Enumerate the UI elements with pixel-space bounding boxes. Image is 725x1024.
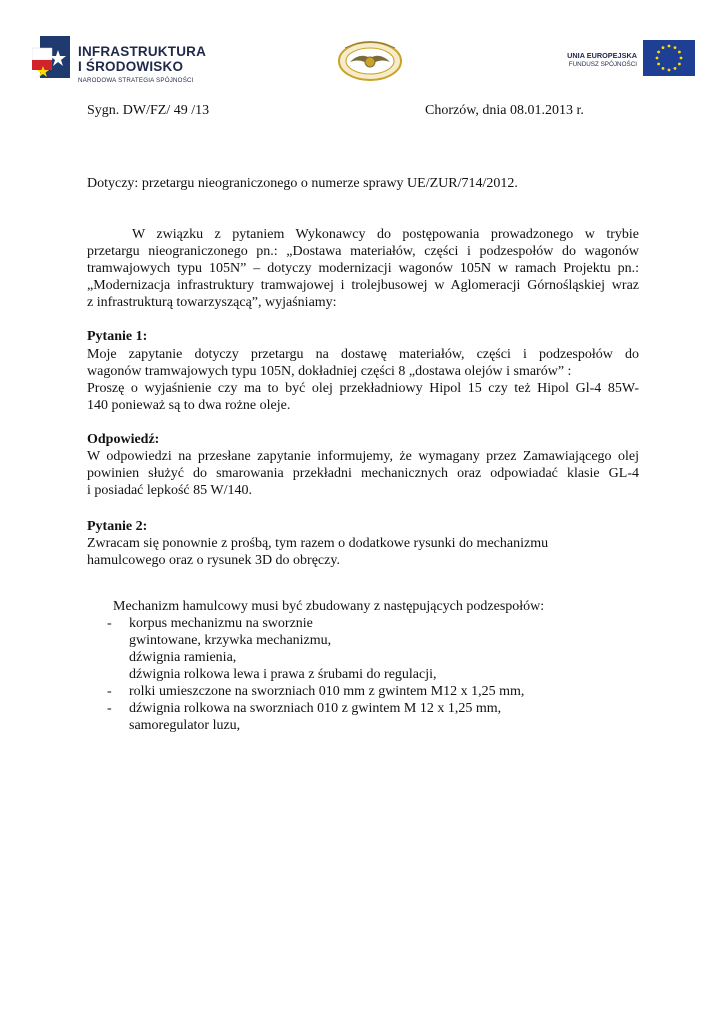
answer1-line: W odpowiedzi na przesłane zapytanie informujemy, że wymagany przez Zamawiającego olej	[87, 449, 639, 464]
eu-flag-icon	[643, 40, 695, 76]
poland-flag-star-emblem-icon	[32, 34, 72, 80]
logo-line-2: I ŚRODOWISKO	[78, 59, 184, 74]
question1-line: wagonów tramwajowych typu 105N, dokładniej części 8 „dostawa olejów i smarów” :	[87, 364, 572, 379]
reference-number: Sygn. DW/FZ/ 49 /13	[87, 103, 210, 118]
tramwaje-slaskie-logo	[336, 38, 404, 82]
question1-line: Moje zapytanie dotyczy przetargu na dostawę materiałów, części i podzespołów do	[87, 347, 639, 362]
question2-heading: Pytanie 2:	[87, 519, 148, 534]
question1-heading: Pytanie 1:	[87, 329, 148, 344]
question1-line: 140 ponieważ są to dwa rożne oleje.	[87, 398, 291, 413]
intro-line: „Modernizacja infrastruktury tramwajowej i trolejbusowej w Aglomeracji Górnośląskiej wraz	[87, 278, 639, 293]
list-item-continuation: dźwignia ramienia,	[129, 650, 237, 665]
question2-line: Zwracam się ponownie z prośbą, tym razem o dodatkowe rysunki do mechanizmu	[87, 536, 549, 551]
list-item: korpus mechanizmu na sworznie	[129, 616, 313, 631]
list-item-continuation: gwintowane, krzywka mechanizmu,	[129, 633, 332, 648]
eu-label: UNIA EUROPEJSKA	[567, 51, 637, 60]
logo-line-3: NARODOWA STRATEGIA SPÓJNOŚCI	[78, 77, 194, 84]
answer1-line: i posiadać lepkość 85 W/140.	[87, 483, 252, 498]
list-bullet: -	[107, 701, 112, 716]
list-item-continuation: dźwignia rolkowa lewa i prawa z śrubami do regulacji,	[129, 667, 437, 682]
list-bullet: -	[107, 684, 112, 699]
eu-logo	[540, 40, 695, 80]
list-item-continuation: samoregulator luzu,	[129, 718, 241, 733]
answer1-heading: Odpowiedź:	[87, 432, 160, 447]
intro-line: z infrastrukturą towarzyszącą”, wyjaśniamy:	[87, 295, 337, 310]
list-bullet: -	[107, 616, 112, 631]
intro-line: W związku z pytaniem Wykonawcy do postępowania prowadzonego w trybie	[132, 227, 639, 242]
list-item: dźwignia rolkowa na sworzniach 010 z gwintem M 12 x 1,25 mm,	[129, 701, 502, 716]
subject-line: Dotyczy: przetargu nieograniczonego o numerze sprawy UE/ZUR/714/2012.	[87, 176, 518, 191]
question1-line: Proszę o wyjaśnienie czy ma to być olej przekładniowy Hipol 15 czy też Hipol Gl-4 85W-	[87, 381, 639, 396]
question2-line: hamulcowego oraz o rysunek 3D do obręczy.	[87, 553, 340, 568]
mechanism-intro: Mechanizm hamulcowy musi być zbudowany z następujących podzespołów:	[113, 599, 545, 614]
answer1-line: powinien służyć do smarowania przekładni mechanicznych oraz odpowiadać klasie GL-4	[87, 466, 639, 481]
place-date: Chorzów, dnia 08.01.2013 r.	[425, 103, 584, 118]
intro-line: przetargu nieograniczonego pn.: „Dostawa materiałów, części i podzespołów do wagonów	[87, 244, 639, 259]
eu-fund-label: FUNDUSZ SPÓJNOŚCI	[568, 61, 637, 68]
infrastruktura-logo	[32, 32, 222, 88]
tramwaje-slaskie-emblem-icon	[336, 38, 404, 82]
intro-line: tramwajowych typu 105N” – dotyczy modernizacji wagonów 105N w ramach Projektu pn.:	[87, 261, 639, 276]
list-item: rolki umieszczone na sworzniach 010 mm z gwintem M12 x 1,25 mm,	[129, 684, 525, 699]
logo-line-1: INFRASTRUKTURA	[78, 44, 207, 59]
